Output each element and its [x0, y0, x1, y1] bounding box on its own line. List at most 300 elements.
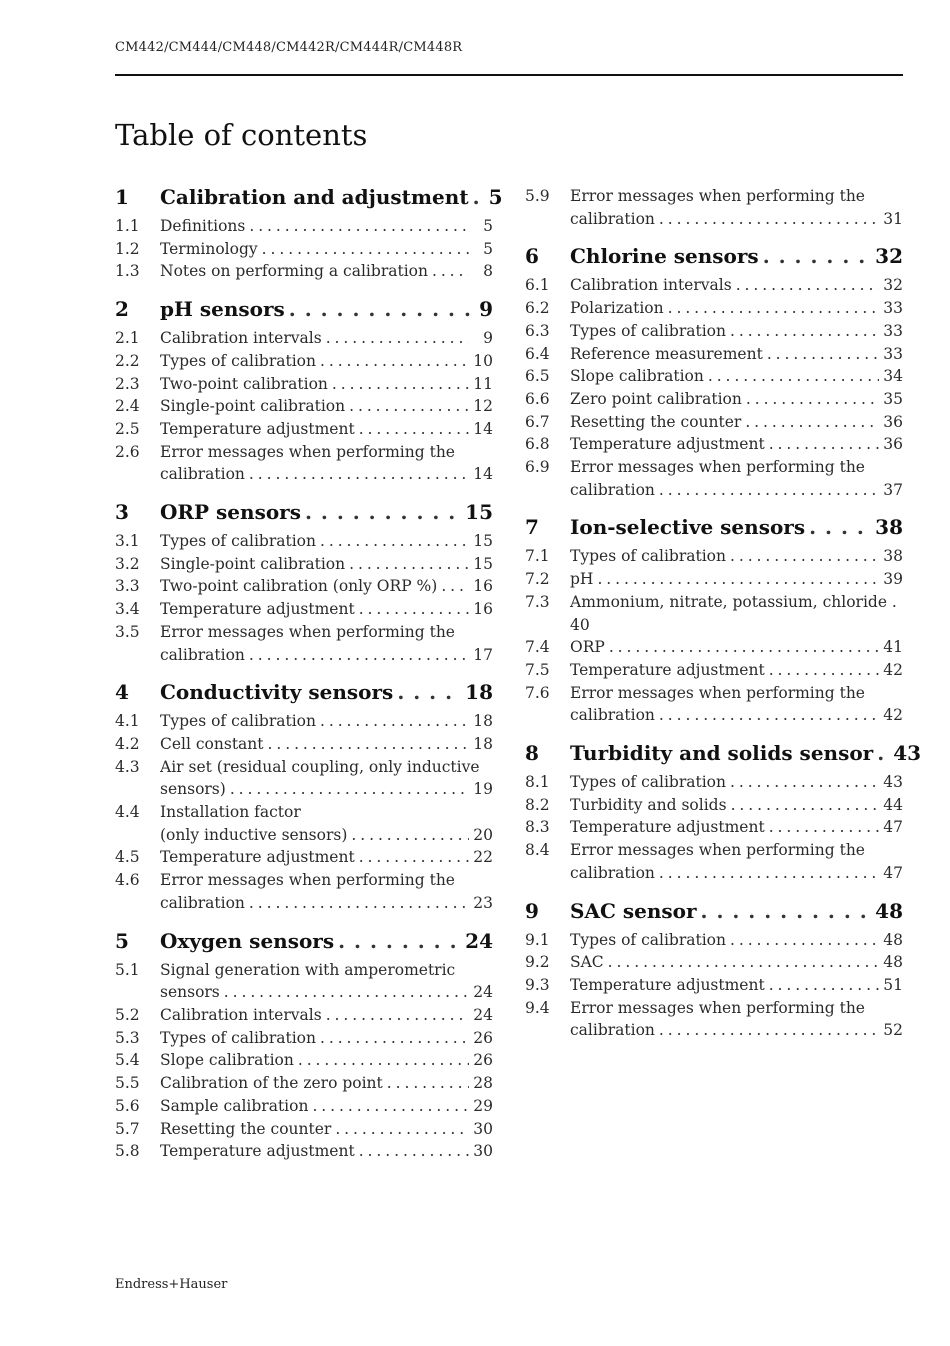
section-page-number: 16	[473, 577, 493, 596]
section-number: 4.5	[115, 848, 140, 867]
dot-leader	[397, 680, 461, 704]
section-body	[570, 771, 903, 794]
section-number: 8.4	[525, 841, 550, 860]
section-title-line: Types of calibration	[570, 930, 726, 949]
section-body	[570, 951, 903, 974]
dot-leader	[701, 899, 872, 923]
toc-section-entry[interactable]	[115, 1027, 493, 1050]
section-body	[160, 350, 493, 373]
section-page-number: 36	[883, 435, 903, 454]
section-title-row	[160, 846, 493, 869]
toc-section-entry[interactable]	[115, 395, 493, 418]
section-body	[570, 591, 903, 636]
section-page-number: 44	[883, 795, 903, 814]
toc-section-entry[interactable]	[525, 320, 903, 343]
toc-section-entry[interactable]	[115, 327, 493, 350]
toc-section-entry[interactable]	[525, 433, 903, 456]
section-number: 2.1	[115, 329, 140, 348]
section-title-row	[160, 418, 493, 441]
section-body	[160, 441, 493, 486]
section-title-line: Temperature adjustment	[570, 818, 765, 837]
section-title-line: sensors)	[160, 780, 226, 799]
toc-section-entry[interactable]	[525, 545, 903, 568]
dot-leader	[320, 710, 469, 733]
chapter-title: Turbidity and solids sensor	[570, 741, 874, 766]
dot-leader	[608, 951, 879, 974]
dot-leader	[326, 1004, 469, 1027]
toc-section-entry[interactable]	[525, 659, 903, 682]
section-title-line: calibration	[570, 1021, 655, 1040]
chapter-number: 8	[525, 741, 539, 766]
dot-leader	[298, 1049, 469, 1072]
section-body	[160, 215, 493, 238]
section-number: 5.5	[115, 1074, 140, 1093]
toc-chapter-entry[interactable]	[115, 185, 503, 215]
section-number: 9.2	[525, 953, 550, 972]
section-title-row	[570, 568, 903, 591]
toc-section-entry[interactable]	[115, 869, 493, 914]
dot-leader	[249, 215, 469, 238]
section-body	[570, 297, 903, 320]
toc-section-entry[interactable]	[525, 974, 903, 997]
section-number: 9.1	[525, 930, 550, 949]
section-body	[160, 260, 493, 283]
section-number: 4.4	[115, 803, 140, 822]
toc-section-entry[interactable]	[115, 621, 493, 666]
section-number: 8.2	[525, 795, 550, 814]
section-title-row	[160, 260, 493, 283]
section-body	[160, 1027, 493, 1050]
dot-leader	[769, 974, 879, 997]
toc-section-entry[interactable]	[115, 575, 493, 598]
section-title-row	[570, 862, 903, 885]
section-title-row	[570, 659, 903, 682]
toc-section-entry[interactable]	[525, 997, 903, 1042]
section-page-number: 42	[883, 706, 903, 725]
section-body	[570, 929, 903, 952]
section-page-number: 26	[473, 1028, 493, 1047]
toc-section-entry[interactable]	[115, 260, 493, 283]
page-header: CM442/CM444/CM448/CM442R/CM444R/CM448R	[115, 40, 463, 55]
section-title-row	[570, 951, 903, 974]
chapter-title: ORP sensors	[160, 500, 301, 525]
toc-chapter-entry[interactable]	[525, 515, 903, 545]
section-body	[160, 598, 493, 621]
section-number: 1.3	[115, 262, 140, 281]
section-page-number: 26	[473, 1051, 493, 1070]
section-title-line: Signal generation with amperometric	[160, 960, 456, 979]
section-title-row	[160, 327, 493, 350]
section-page-number: 31	[883, 209, 903, 228]
section-number: 6.8	[525, 435, 550, 454]
toc-chapter	[525, 185, 903, 230]
section-title-line: Temperature adjustment	[570, 435, 765, 454]
toc-section-entry[interactable]	[115, 801, 493, 846]
section-title-row	[160, 238, 493, 261]
section-number: 7.5	[525, 660, 550, 679]
dot-leader	[249, 463, 469, 486]
dot-leader	[320, 530, 469, 553]
dot-leader	[312, 1095, 469, 1118]
toc-section-entry[interactable]	[525, 771, 903, 794]
toc-section-entry[interactable]	[115, 350, 493, 373]
section-title-row	[570, 388, 903, 411]
toc-section-entry[interactable]	[525, 297, 903, 320]
toc-section-entry[interactable]	[115, 373, 493, 396]
dot-leader	[769, 433, 879, 456]
section-title-line: calibration	[570, 863, 655, 882]
toc-section-entry[interactable]	[525, 816, 903, 839]
header-divider	[115, 74, 903, 76]
chapter-number: 3	[115, 500, 129, 525]
section-body	[160, 1004, 493, 1027]
dot-leader	[262, 238, 469, 261]
section-body	[570, 545, 903, 568]
section-number: 5.4	[115, 1051, 140, 1070]
section-page-number: 20	[473, 825, 493, 844]
section-number: 1.2	[115, 239, 140, 258]
section-title-line: Single-point calibration	[160, 554, 346, 573]
toc-section-entry[interactable]	[525, 343, 903, 366]
section-body	[160, 1095, 493, 1118]
section-title-line: Two-point calibration (only ORP %)	[160, 577, 438, 596]
section-title-row	[160, 1049, 493, 1072]
toc-section-entry[interactable]	[115, 1140, 493, 1163]
section-number: 6.7	[525, 412, 550, 431]
section-title-line: Temperature adjustment	[570, 660, 765, 679]
toc-chapter	[115, 185, 503, 283]
section-title-row	[160, 1027, 493, 1050]
section-body	[570, 185, 903, 230]
section-body	[570, 320, 903, 343]
dot-leader	[877, 741, 889, 765]
section-page-number: 15	[473, 554, 493, 573]
section-title-line: Calibration intervals	[160, 1005, 322, 1024]
toc-section-entry[interactable]	[115, 1072, 493, 1095]
section-body	[570, 411, 903, 434]
toc-section-entry[interactable]	[525, 456, 903, 501]
section-title-row	[160, 598, 493, 621]
toc-chapter	[525, 515, 903, 727]
toc-section-entry[interactable]	[115, 215, 493, 238]
dot-leader	[224, 981, 469, 1004]
chapter-title: Conductivity sensors	[160, 680, 394, 705]
section-body	[570, 365, 903, 388]
section-title-line: SAC	[570, 953, 604, 972]
toc-section-entry[interactable]	[525, 839, 903, 884]
toc-section-entry[interactable]	[115, 598, 493, 621]
section-title-row	[570, 636, 903, 659]
section-body	[570, 974, 903, 997]
toc-chapter-entry[interactable]	[525, 899, 903, 929]
section-body	[160, 801, 493, 846]
dot-leader	[249, 892, 469, 915]
section-page-number: 33	[883, 321, 903, 340]
dot-leader	[730, 320, 879, 343]
toc-chapter	[525, 741, 922, 885]
dot-leader	[349, 395, 469, 418]
section-number: 5.6	[115, 1096, 140, 1115]
section-title-row	[160, 892, 493, 915]
section-page-number: 24	[473, 1005, 493, 1024]
section-number: 6.4	[525, 344, 550, 363]
dot-leader	[359, 598, 469, 621]
section-number: 2.5	[115, 419, 140, 438]
chapter-page-number: 38	[875, 515, 903, 540]
section-title-line: ORP	[570, 638, 605, 657]
section-title-row	[570, 929, 903, 952]
section-number: 2.6	[115, 442, 140, 461]
toc-section-entry[interactable]	[115, 1004, 493, 1027]
dot-leader	[736, 274, 879, 297]
section-title-line: calibration	[570, 480, 655, 499]
chapter-title: SAC sensor	[570, 898, 697, 923]
section-number: 6.3	[525, 321, 550, 340]
section-title-row	[160, 1095, 493, 1118]
section-title-row	[160, 1118, 493, 1141]
toc-section-entry[interactable]	[115, 1118, 493, 1141]
toc-section-entry[interactable]	[115, 959, 493, 1004]
section-page-number: 36	[883, 412, 903, 431]
section-title-row	[570, 771, 903, 794]
dot-leader	[767, 343, 879, 366]
chapter-title: Oxygen sensors	[160, 928, 335, 953]
section-title-line: pH	[570, 570, 594, 589]
section-page-number: 24	[473, 983, 493, 1002]
section-title-row	[160, 553, 493, 576]
section-page-number: 12	[473, 397, 493, 416]
section-title-line: Resetting the counter	[160, 1119, 332, 1138]
toc-section-entry[interactable]	[115, 1095, 493, 1118]
section-title-row	[570, 411, 903, 434]
section-body	[160, 621, 493, 666]
section-body	[160, 1049, 493, 1072]
section-title-line: Temperature adjustment	[160, 1142, 355, 1161]
section-body	[160, 395, 493, 418]
toc-section-entry[interactable]	[525, 591, 903, 636]
section-page-number: 23	[473, 893, 493, 912]
section-page-number: 19	[473, 780, 493, 799]
toc-chapter	[115, 500, 493, 666]
section-body	[160, 327, 493, 350]
section-title-row	[160, 644, 493, 667]
section-page-number: 48	[883, 930, 903, 949]
section-body	[570, 274, 903, 297]
section-title-line: Polarization	[570, 299, 664, 318]
section-title-row	[160, 1140, 493, 1163]
section-page-number: 39	[883, 570, 903, 589]
toc-section-entry[interactable]	[525, 388, 903, 411]
section-page-number: 41	[883, 638, 903, 657]
section-number: 5.1	[115, 960, 140, 979]
toc-section-entry[interactable]	[115, 553, 493, 576]
dot-leader	[730, 771, 879, 794]
section-title-line: Terminology	[160, 239, 258, 258]
section-title-line: calibration	[570, 706, 655, 725]
section-number: 2.3	[115, 374, 140, 393]
dot-leader	[305, 500, 461, 524]
toc-section-entry[interactable]	[115, 1049, 493, 1072]
section-title-row	[570, 545, 903, 568]
toc-section-entry[interactable]	[115, 733, 493, 756]
toc-chapter-entry[interactable]	[525, 244, 903, 274]
section-title-row	[570, 974, 903, 997]
chapter-title: pH sensors	[160, 297, 285, 322]
dot-leader	[320, 350, 469, 373]
section-title-line: Error messages when performing the	[160, 871, 455, 890]
section-number: 3.1	[115, 532, 140, 551]
section-title-row	[570, 297, 903, 320]
section-page-number: 17	[473, 645, 493, 664]
section-number: 9.3	[525, 975, 550, 994]
section-title-row	[160, 778, 493, 801]
section-page-number: 33	[883, 299, 903, 318]
section-number: 7.3	[525, 592, 550, 611]
toc-section-entry[interactable]	[525, 682, 903, 727]
section-number: 5.9	[525, 187, 550, 205]
section-title-row	[570, 365, 903, 388]
section-body	[570, 636, 903, 659]
chapter-number: 6	[525, 244, 539, 269]
chapter-number: 1	[115, 185, 129, 209]
toc-section-entry[interactable]	[115, 238, 493, 261]
dot-leader	[730, 929, 879, 952]
section-page-number: 51	[883, 975, 903, 994]
dot-leader	[441, 575, 469, 598]
toc-chapter	[525, 244, 903, 501]
dot-leader	[351, 824, 469, 847]
toc-chapter-entry[interactable]	[115, 680, 493, 710]
toc-section-entry[interactable]	[525, 636, 903, 659]
section-number: 6.1	[525, 276, 550, 295]
section-title-line: Air set (residual coupling, only inductive	[160, 757, 480, 776]
section-page-number: 11	[473, 374, 493, 393]
toc-section-entry[interactable]	[525, 411, 903, 434]
section-number: 6.2	[525, 299, 550, 318]
toc-section-entry[interactable]	[525, 951, 903, 974]
section-title-line: Types of calibration	[570, 547, 726, 566]
section-page-number: 48	[883, 953, 903, 972]
section-title-line: Calibration of the zero point	[160, 1074, 383, 1093]
dot-leader	[335, 1118, 469, 1141]
chapter-title: Ion-selective sensors	[570, 515, 806, 540]
section-number: 3.4	[115, 600, 140, 619]
toc-section-entry[interactable]	[525, 929, 903, 952]
chapter-page-number: 43	[893, 741, 922, 766]
section-page-number: 16	[473, 600, 493, 619]
section-number: 3.5	[115, 622, 140, 641]
section-title-row	[160, 575, 493, 598]
section-body	[160, 733, 493, 756]
section-number: 4.2	[115, 734, 140, 753]
toc-section-entry[interactable]	[115, 530, 493, 553]
dot-leader	[230, 778, 469, 801]
section-title-row	[160, 530, 493, 553]
dot-leader	[809, 515, 871, 539]
toc-section-entry[interactable]	[525, 365, 903, 388]
section-body	[570, 388, 903, 411]
section-page-number: 15	[473, 532, 493, 551]
section-title-line: Sample calibration	[160, 1096, 309, 1115]
dot-leader	[268, 733, 469, 756]
dot-leader	[659, 704, 879, 727]
dot-leader	[597, 568, 879, 591]
section-title-row	[160, 215, 493, 238]
toc-section-entry[interactable]	[525, 568, 903, 591]
section-title-row	[570, 343, 903, 366]
chapter-page-number: 15	[465, 500, 493, 525]
section-body	[570, 568, 903, 591]
section-number: 2.4	[115, 397, 140, 416]
page-title: Table of contents	[115, 118, 368, 152]
section-title-line: Error messages when performing the	[570, 683, 865, 702]
section-body	[160, 1140, 493, 1163]
dot-leader	[745, 411, 879, 434]
section-title-line: Error messages when performing the	[570, 187, 865, 205]
section-title-row	[160, 1004, 493, 1027]
toc-section-entry[interactable]	[115, 441, 493, 486]
toc-section-entry[interactable]	[525, 794, 903, 817]
section-page-number: 34	[883, 367, 903, 386]
toc-chapter-entry[interactable]	[115, 297, 493, 327]
section-page-number: 14	[473, 419, 493, 438]
section-body	[570, 343, 903, 366]
section-page-number: 29	[473, 1096, 493, 1115]
toc-chapter	[115, 297, 493, 486]
toc-chapter	[115, 929, 493, 1163]
toc-section-entry[interactable]	[525, 274, 903, 297]
dot-leader	[432, 260, 469, 283]
section-number: 4.1	[115, 712, 140, 731]
section-title-row	[570, 208, 903, 231]
section-number: 5.7	[115, 1119, 140, 1138]
dot-leader	[359, 1140, 469, 1163]
toc-section-entry[interactable]	[115, 846, 493, 869]
toc-chapter	[525, 899, 903, 1043]
toc-section-entry[interactable]	[115, 710, 493, 733]
section-title-line: Slope calibration	[570, 367, 704, 386]
section-title-row	[570, 704, 903, 727]
section-body	[570, 456, 903, 501]
toc-chapter-entry[interactable]	[115, 500, 493, 530]
section-title-line: Single-point calibration	[160, 397, 346, 416]
toc-chapter-entry[interactable]	[115, 929, 493, 959]
section-page-number: 47	[883, 818, 903, 837]
section-page-number: 37	[883, 480, 903, 499]
section-body	[570, 659, 903, 682]
section-title-line: calibration	[570, 209, 655, 228]
toc-section-entry[interactable]	[115, 756, 493, 801]
section-page-number: 38	[883, 547, 903, 566]
chapter-number: 5	[115, 928, 129, 953]
section-title-line: calibration	[160, 465, 245, 484]
section-body	[570, 997, 903, 1042]
section-body	[160, 1072, 493, 1095]
section-title-row	[570, 794, 903, 817]
section-body	[160, 869, 493, 914]
section-body	[570, 433, 903, 456]
section-title-row	[160, 824, 493, 847]
toc-section-entry[interactable]	[525, 185, 903, 230]
section-body	[160, 530, 493, 553]
section-title-line: Error messages when performing the	[570, 841, 865, 860]
section-title-line: Definitions	[160, 217, 246, 235]
section-body	[160, 959, 493, 1004]
section-page-number: 18	[473, 712, 493, 731]
toc-chapter-entry[interactable]	[525, 741, 922, 771]
section-page-number: 5	[483, 239, 493, 258]
toc-section-entry[interactable]	[115, 418, 493, 441]
